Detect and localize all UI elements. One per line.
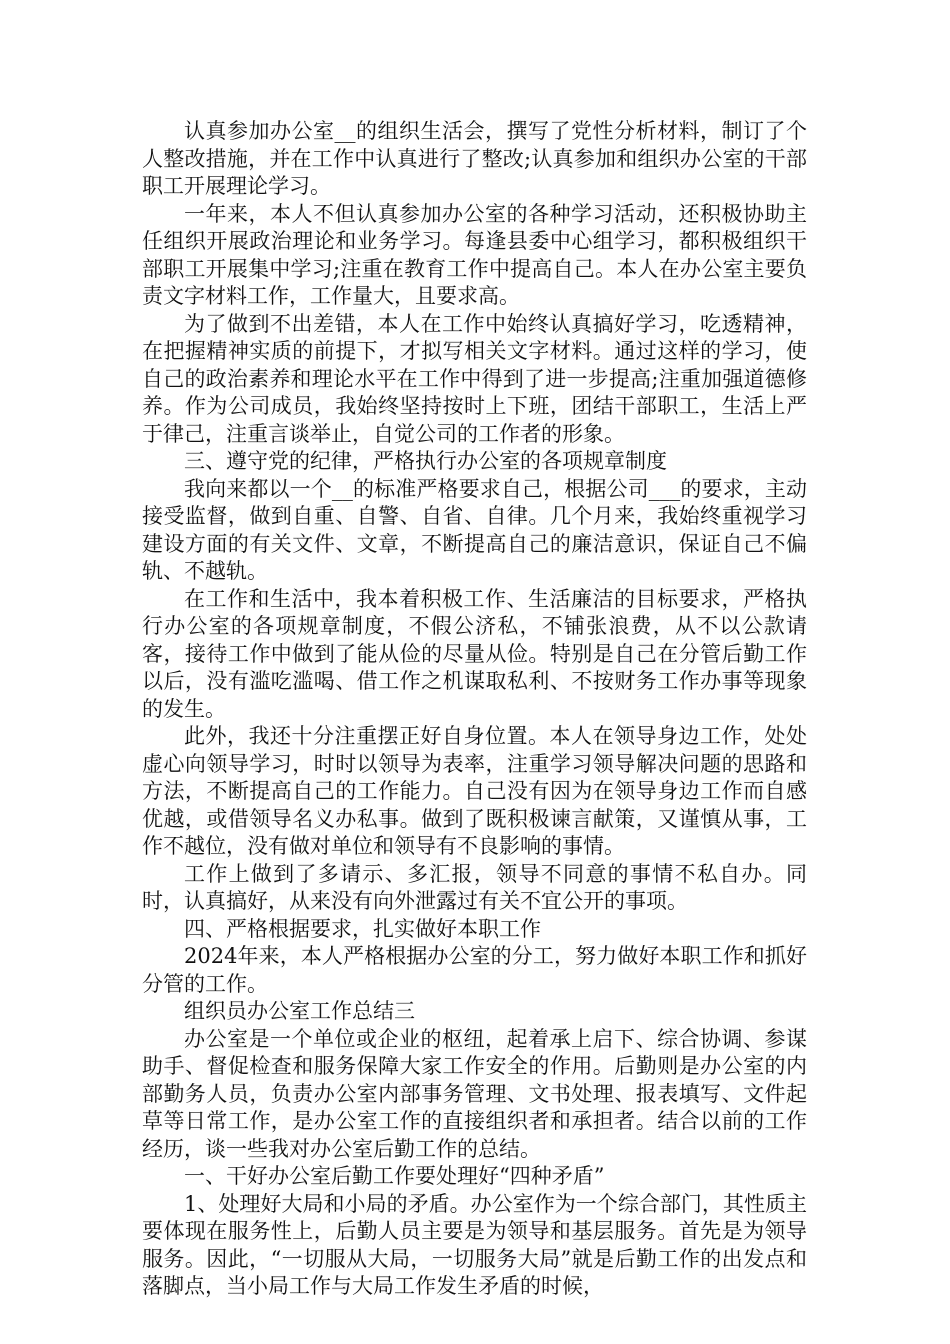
section-heading: 一、干好办公室后勤工作要处理好“四种矛盾” <box>184 1164 605 1188</box>
paragraph: 办公室是一个单位或企业的枢纽，起着承上启下、综合协调、参谋助手、督促检查和服务保障大家工作安全的作用。后勤则是办公室的内部勤务人员，负责办公室内部事务管理、文书处理、报表填写、文件起草等日常工作，是办公室工作的直接组织者和承担者。结合以前的工作经历，谈一些我对办公室后勤工作的总结。 <box>142 1026 807 1161</box>
paragraph: 2024年来，本人严格根据办公室的分工，努力做好本职工作和抓好分管的工作。 <box>142 944 807 996</box>
section-heading: 四、严格根据要求，扎实做好本职工作 <box>184 916 541 941</box>
paragraph: 1、处理好大局和小局的矛盾。办公室作为一个综合部门，其性质主要体现在服务性上，后勤人员主要是为领导和基层服务。首先是为领导服务。因此，“一切服从大局，一切服务大局”就是后勤工作的出发点和落脚点，当小局工作与大局工作发生矛盾的时候， <box>142 1191 807 1298</box>
section-heading: 三、遵守党的纪律，严格执行办公室的各项规章制度 <box>184 449 667 473</box>
section-title: 组织员办公室工作总结三 <box>184 999 415 1023</box>
paragraph: 我向来都以一个__的标准严格要求自己，根据公司___的要求，主动接受监督，做到自重、自警、自省、自律。几个月来，我始终重视学习建设方面的有关文件、文章，不断提高自己的廉洁意识，保证自己不偏轨、不越轨。 <box>142 476 807 583</box>
paragraph: 为了做到不出差错，本人在工作中始终认真搞好学习，吃透精神，在把握精神实质的前提下，才拟写相关文字材料。通过这样的学习，使自己的政治素养和理论水平在工作中得到了进一步提高;注重加强道德修养。作为公司成员，我始终坚持按时上下班，团结干部职工，生活上严于律己，注重言谈举止，自觉公司的工作者的形象。 <box>142 311 807 446</box>
paragraph: 认真参加办公室__的组织生活会，撰写了党性分析材料，制订了个人整改措施，并在工作中认真进行了整改;认真参加和组织办公室的干部职工开展理论学习。 <box>142 119 807 198</box>
paragraph: 此外，我还十分注重摆正好自身位置。本人在领导身边工作，处处虚心向领导学习，时时以领导为表率，注重学习领导解决问题的思路和方法，不断提高自己的工作能力。自己没有因为在领导身边工作而自感优越，或借领导名义办私事。做到了既积极谏言献策，又谨慎从事，工作不越位，没有做对单位和领导有不良影响的事情。 <box>142 724 807 858</box>
document-body <box>142 118 807 1301</box>
paragraph: 在工作和生活中，我本着积极工作、生活廉洁的目标要求，严格执行办公室的各项规章制度，不假公济私，不铺张浪费，从不以公款请客，接待工作中做到了能从俭的尽量从俭。特别是自己在分管后勤工作以后，没有滥吃滥喝、借工作之机谋取私利、不按财务工作办事等现象的发生。 <box>142 586 807 721</box>
paragraph: 工作上做到了多请示、多汇报，领导不同意的事情不私自办。同时，认真搞好，从来没有向外泄露过有关不宜公开的事项。 <box>142 861 807 913</box>
paragraph: 一年来，本人不但认真参加办公室的各种学习活动，还积极协助主任组织开展政治理论和业务学习。每逢县委中心组学习，都积极组织干部职工开展集中学习;注重在教育工作中提高自己。本人在办公室主要负责文字材料工作，工作量大，且要求高。 <box>142 201 807 308</box>
